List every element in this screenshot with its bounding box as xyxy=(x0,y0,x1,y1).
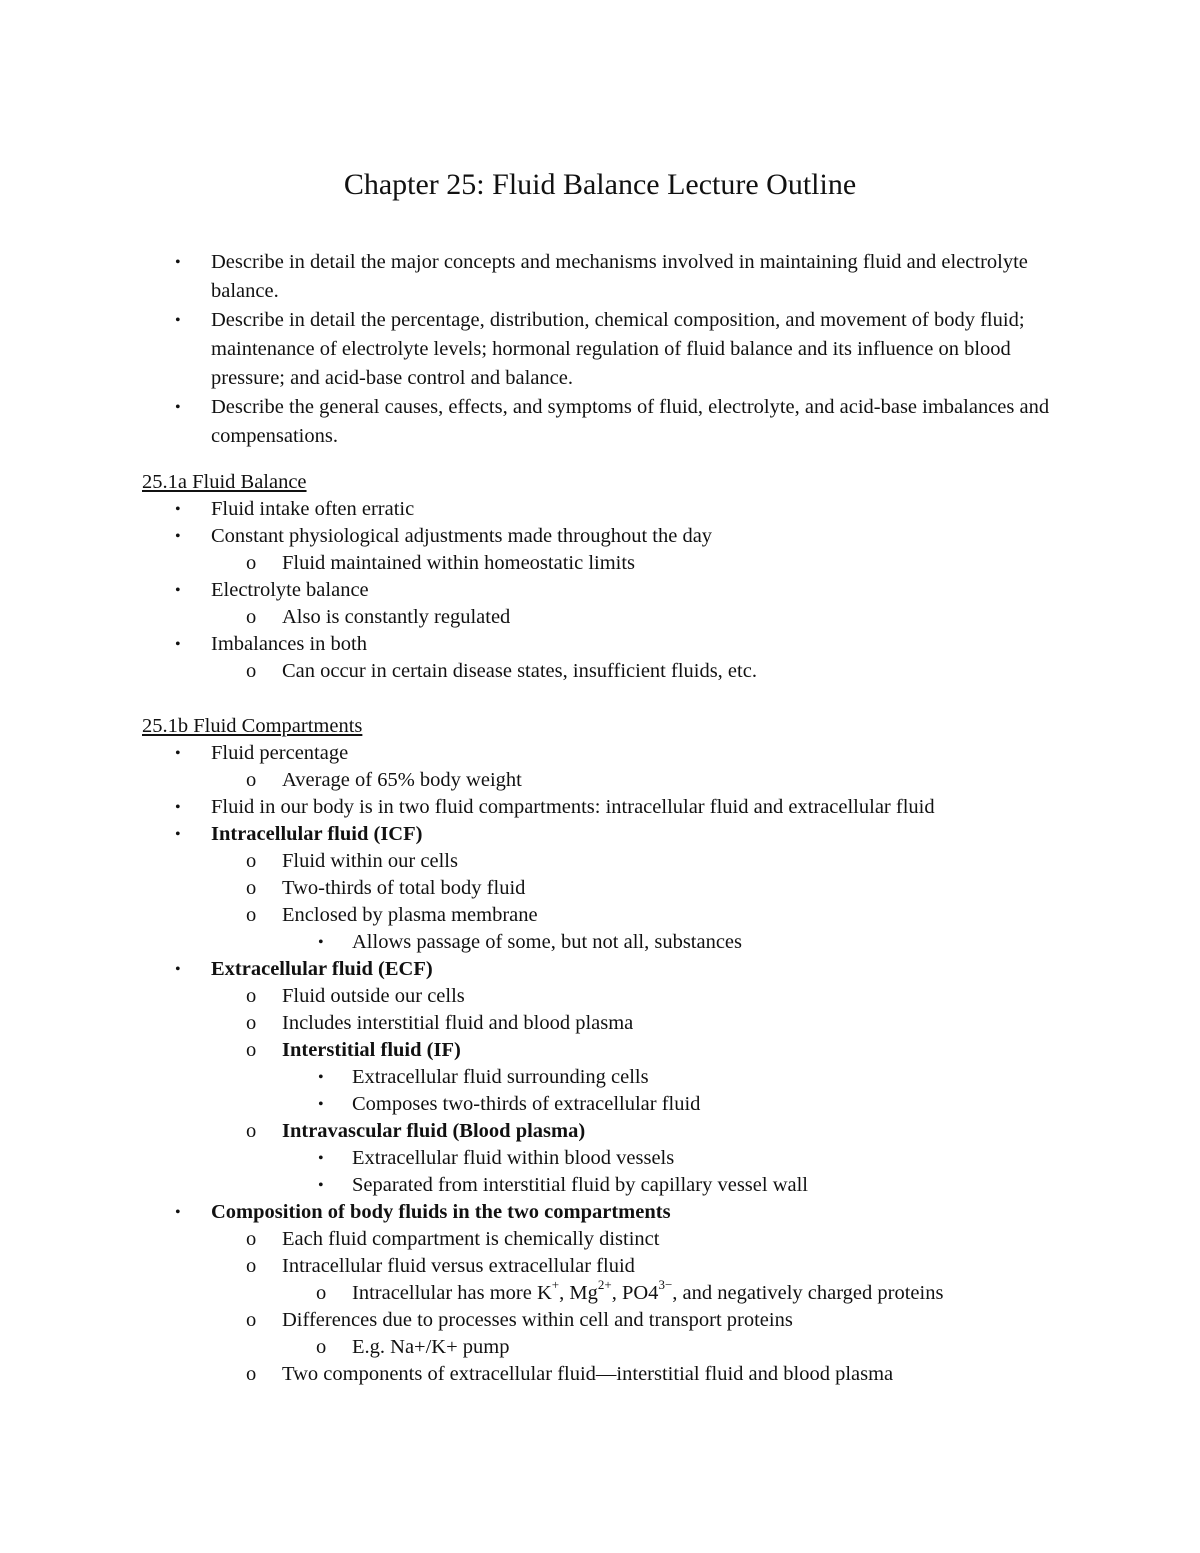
list-item xyxy=(0,550,1200,577)
bullet-marker: • xyxy=(318,1069,324,1086)
list-item-text: Intracellular fluid (ICF) xyxy=(211,823,423,845)
circle-marker: o xyxy=(246,1039,257,1061)
list-item xyxy=(0,1037,1200,1064)
list-item-text: Also is constantly regulated xyxy=(282,606,511,628)
bullet-marker: • xyxy=(175,1204,181,1221)
list-item-text: Fluid maintained within homeostatic limits xyxy=(282,552,636,574)
list-item xyxy=(0,902,1200,929)
list-item-text: Includes interstitial fluid and blood plasma xyxy=(282,1012,634,1034)
list-item-text: Constant physiological adjustments made throughout the day xyxy=(211,525,713,547)
bullet-marker: • xyxy=(175,961,181,978)
list-item xyxy=(0,794,1200,821)
list-item xyxy=(0,658,1200,685)
list-item-text: Interstitial fluid (IF) xyxy=(282,1039,461,1061)
bullet-marker: • xyxy=(318,1150,324,1167)
bullet-marker: • xyxy=(175,799,181,816)
list-item xyxy=(0,821,1200,848)
circle-marker: o xyxy=(246,552,257,574)
list-item xyxy=(0,577,1200,604)
circle-marker: o xyxy=(246,660,257,682)
list-item-text: Fluid outside our cells xyxy=(282,985,465,1007)
list-item xyxy=(0,1145,1200,1172)
list-item xyxy=(0,496,1200,523)
list-item xyxy=(0,1010,1200,1037)
list-item-text: Separated from interstitial fluid by capillary vessel wall xyxy=(352,1174,808,1196)
list-item-text: Intracellular fluid versus extracellular fluid xyxy=(282,1255,635,1277)
bullet-marker: • xyxy=(175,745,181,762)
circle-marker: o xyxy=(246,1120,257,1142)
bullet-marker: • xyxy=(175,582,181,599)
circle-marker: o xyxy=(246,769,257,791)
circle-marker: o xyxy=(246,850,257,872)
list-item xyxy=(0,956,1200,983)
list-item xyxy=(0,1307,1200,1334)
circle-marker: o xyxy=(246,1255,257,1277)
bullet-marker: • xyxy=(318,1177,324,1194)
objectives-list xyxy=(0,248,1200,451)
list-item-text: Can occur in certain disease states, insufficient fluids, etc. xyxy=(282,660,757,682)
circle-marker: o xyxy=(316,1282,327,1304)
list-item xyxy=(0,1277,1200,1307)
list-item-text: Differences due to processes within cell and transport proteins xyxy=(282,1309,793,1331)
section-fluid-compartments xyxy=(0,713,1200,1388)
list-item-text: E.g. Na+/K+ pump xyxy=(352,1336,510,1358)
document-title: Chapter 25: Fluid Balance Lecture Outline xyxy=(343,168,857,201)
list-item-text: Composes two-thirds of extracellular fluid xyxy=(352,1093,701,1115)
bullet-marker: • xyxy=(175,254,181,271)
list-item xyxy=(0,1361,1200,1388)
list-item xyxy=(0,1172,1200,1199)
list-item-text: Fluid percentage xyxy=(211,742,349,764)
circle-marker: o xyxy=(246,606,257,628)
section-heading: 25.1a Fluid Balance xyxy=(142,471,307,493)
bullet-marker: • xyxy=(175,528,181,545)
list-item xyxy=(0,631,1200,658)
list-item-text: Electrolyte balance xyxy=(211,579,369,601)
list-item-text: Composition of body fluids in the two compartments xyxy=(211,1201,671,1223)
list-item xyxy=(0,1199,1200,1226)
list-item xyxy=(0,740,1200,767)
ion-composition-text: Intracellular has more K+, $Mg^{2+}$, $PO4^{3-}$, and negatively charged proteins xyxy=(352,1277,944,1304)
list-item xyxy=(0,393,1071,451)
list-item xyxy=(0,983,1200,1010)
bullet-marker: • xyxy=(175,636,181,653)
circle-marker: o xyxy=(246,985,257,1007)
circle-marker: o xyxy=(246,1228,257,1250)
section-heading: 25.1b Fluid Compartments xyxy=(142,715,363,737)
circle-marker: o xyxy=(246,1309,257,1331)
list-item xyxy=(0,1091,1200,1118)
circle-marker: o xyxy=(246,1363,257,1385)
bullet-marker: • xyxy=(175,826,181,843)
list-item-text: Extracellular fluid within blood vessels xyxy=(352,1147,675,1169)
list-item-text: Fluid within our cells xyxy=(282,850,458,872)
section-fluid-balance xyxy=(0,469,1200,685)
list-item xyxy=(0,604,1200,631)
circle-marker: o xyxy=(246,1012,257,1034)
circle-marker: o xyxy=(246,877,257,899)
list-item-text: Intravascular fluid (Blood plasma) xyxy=(282,1120,586,1142)
list-item-text: Extracellular fluid (ECF) xyxy=(211,958,433,980)
list-item-text: Average of 65% body weight xyxy=(282,769,522,791)
bullet-marker: • xyxy=(175,501,181,518)
list-item xyxy=(0,875,1200,902)
list-item xyxy=(0,1226,1200,1253)
list-item-text: Allows passage of some, but not all, substances xyxy=(352,931,743,953)
bullet-marker: • xyxy=(318,934,324,951)
bullet-marker: • xyxy=(318,1096,324,1113)
list-item xyxy=(0,1064,1200,1091)
list-item-text: Fluid intake often erratic xyxy=(211,498,415,520)
list-item-text: Enclosed by plasma membrane xyxy=(282,904,538,926)
bullet-marker: • xyxy=(175,312,181,329)
list-item xyxy=(0,248,1071,306)
circle-marker: o xyxy=(316,1336,327,1358)
list-item-text: Extracellular fluid surrounding cells xyxy=(352,1066,649,1088)
list-item-text: Two components of extracellular fluid—interstitial fluid and blood plasma xyxy=(282,1363,894,1385)
list-item xyxy=(0,523,1200,550)
list-item-text: Describe the general causes, effects, and symptoms of fluid, electrolyte, and acid-base imbalances and compensations. xyxy=(211,396,1050,447)
list-item-text: Imbalances in both xyxy=(211,633,367,655)
list-item xyxy=(0,929,1200,956)
list-item xyxy=(0,1118,1200,1145)
list-item-text: Describe in detail the percentage, distribution, chemical composition, and movement of body fluid; maintenance of electrolyte levels; hormonal regulation of fluid balance and its influence on blood pressure; and acid-base control and balance. xyxy=(211,309,1025,389)
list-item xyxy=(0,1253,1200,1280)
list-item xyxy=(0,848,1200,875)
list-item xyxy=(0,306,1071,393)
list-item-text: Fluid in our body is in two fluid compartments: intracellular fluid and extracellular fluid xyxy=(211,796,935,818)
bullet-marker: • xyxy=(175,399,181,416)
list-item-text: Two-thirds of total body fluid xyxy=(282,877,526,899)
circle-marker: o xyxy=(246,904,257,926)
list-item xyxy=(0,767,1200,794)
list-item-text: Each fluid compartment is chemically distinct xyxy=(282,1228,660,1250)
list-item xyxy=(0,1334,1200,1361)
list-item-text: Describe in detail the major concepts and mechanisms involved in maintaining fluid and electrolyte balance. xyxy=(211,251,1028,302)
